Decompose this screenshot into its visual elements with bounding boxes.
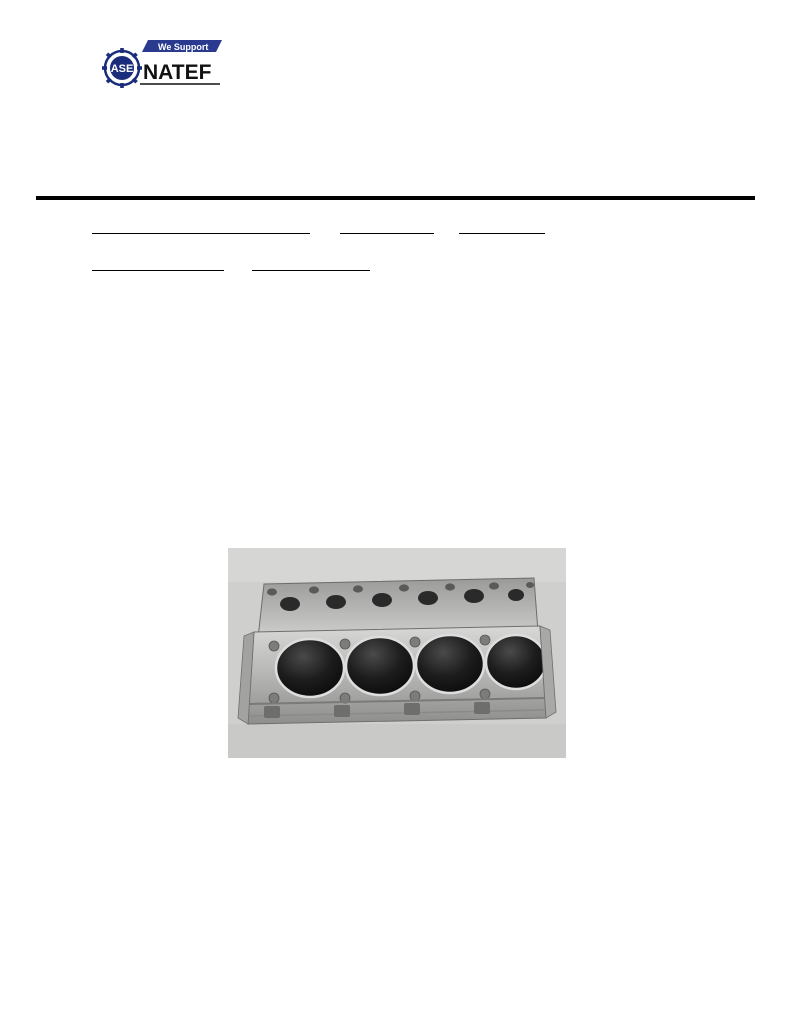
svg-text:ASE: ASE bbox=[110, 63, 134, 75]
svg-text:We Support: We Support bbox=[158, 42, 209, 52]
engine-block-photo bbox=[228, 548, 566, 758]
name-date-time-row bbox=[92, 219, 731, 239]
ase-natef-logo bbox=[96, 38, 226, 90]
time-on-task-input[interactable] bbox=[459, 219, 545, 234]
make-model-year-input[interactable] bbox=[92, 256, 224, 271]
svg-text:NATEF: NATEF bbox=[143, 61, 212, 84]
header-divider bbox=[36, 196, 755, 200]
name-input[interactable] bbox=[92, 219, 310, 234]
vin-input[interactable] bbox=[252, 256, 370, 271]
vehicle-evaluation-row bbox=[92, 256, 731, 276]
date-input[interactable] bbox=[340, 219, 434, 234]
